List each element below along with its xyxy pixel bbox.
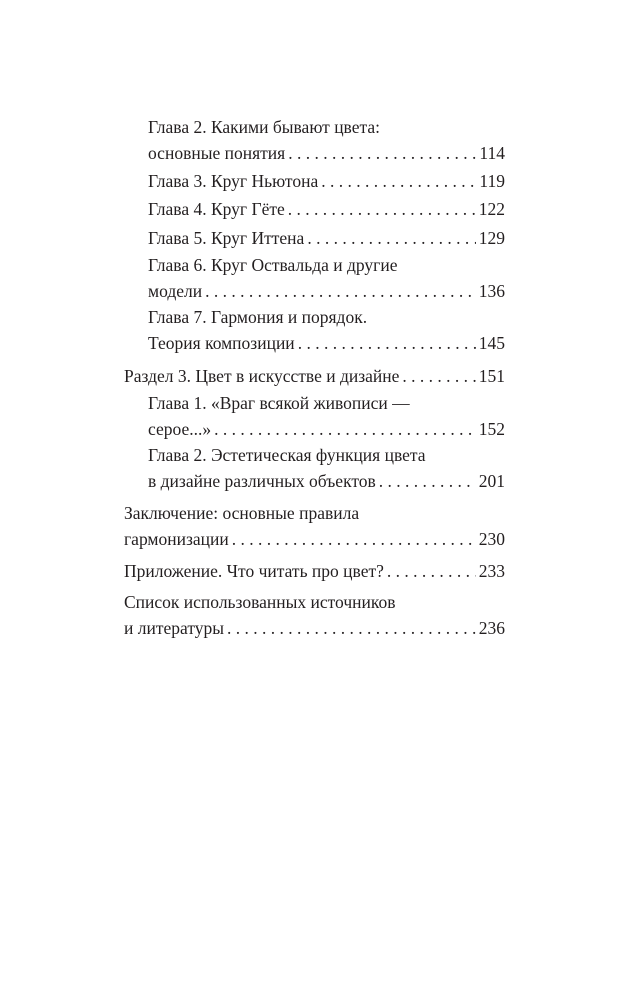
toc-entry-chapter-6-ostwald — [148, 252, 505, 304]
toc-entry-title: Глава 2. Какими бывают цвета: — [148, 117, 380, 137]
toc-entry-title: Приложение. Что читать про цвет? — [124, 561, 384, 581]
toc-entry-chapter-7-harmony — [148, 304, 505, 356]
toc-entry-title-cont: гармонизации — [124, 529, 229, 549]
toc-entry-title: Глава 1. «Враг всякой живописи — — [148, 393, 410, 413]
toc-entry-chapter-4-goethe — [148, 196, 505, 222]
toc-entry-title-cont: и литературы — [124, 618, 224, 638]
toc-page-number: 152 — [478, 419, 505, 439]
toc-entry-title: Заключение: основные правила — [124, 503, 360, 523]
toc-entry-title: Глава 2. Эстетическая функция цвета — [148, 445, 426, 465]
toc-entry-title-cont: основные понятия — [148, 143, 286, 163]
toc-entry-title: Глава 7. Гармония и порядок. — [148, 307, 368, 327]
toc-page-number: 145 — [478, 333, 505, 353]
toc-entry-section-3 — [124, 363, 505, 389]
toc-entry-title-cont: Теория композиции — [148, 333, 295, 353]
toc-page-number: 119 — [479, 171, 505, 191]
toc-entry-chapter-3-newton — [148, 168, 505, 194]
toc-page-number: 151 — [478, 366, 505, 386]
leader-dots — [288, 196, 476, 222]
toc-entry-title: Раздел 3. Цвет в искусстве и дизайне — [124, 366, 400, 386]
toc-entry-title-cont: модели — [148, 281, 203, 301]
toc-entry-title: Глава 6. Круг Оствальда и другие — [148, 255, 398, 275]
leader-dots — [214, 416, 476, 442]
toc-entry-chapter-2-design — [148, 442, 505, 494]
toc-entry-title-cont: в дизайне различных объектов — [148, 471, 376, 491]
toc-page-number: 201 — [478, 471, 505, 491]
leader-dots — [307, 225, 475, 251]
leader-dots — [402, 363, 475, 389]
toc-entry-title-cont: серое...» — [148, 419, 212, 439]
toc-page-number: 233 — [478, 561, 505, 581]
toc-entry-appendix — [124, 558, 505, 584]
leader-dots — [227, 615, 476, 641]
toc-page-number: 230 — [478, 529, 505, 549]
leader-dots — [205, 278, 476, 304]
toc-page-number: 122 — [478, 199, 505, 219]
toc-page-number: 136 — [478, 281, 505, 301]
leader-dots — [321, 168, 476, 194]
toc-entry-title: Список использованных источников — [124, 592, 396, 612]
toc-page-number: 114 — [479, 143, 505, 163]
leader-dots — [232, 526, 476, 552]
leader-dots — [379, 468, 476, 494]
leader-dots — [288, 140, 476, 166]
toc-page-number: 129 — [478, 228, 505, 248]
leader-dots — [387, 558, 476, 584]
toc-entry-chapter-5-itten — [148, 225, 505, 251]
toc-page-number: 236 — [478, 618, 505, 638]
toc-entry-title: Глава 5. Круг Иттена — [148, 228, 305, 248]
toc-entry-title: Глава 3. Круг Ньютона — [148, 171, 319, 191]
toc-entry-conclusion — [124, 500, 505, 552]
toc-entry-chapter-1-grey — [148, 390, 505, 442]
toc-entry-chapter-2-colors — [148, 114, 505, 166]
toc-entry-bibliography — [124, 589, 505, 641]
toc-entry-title: Глава 4. Круг Гёте — [148, 199, 285, 219]
leader-dots — [298, 330, 476, 356]
